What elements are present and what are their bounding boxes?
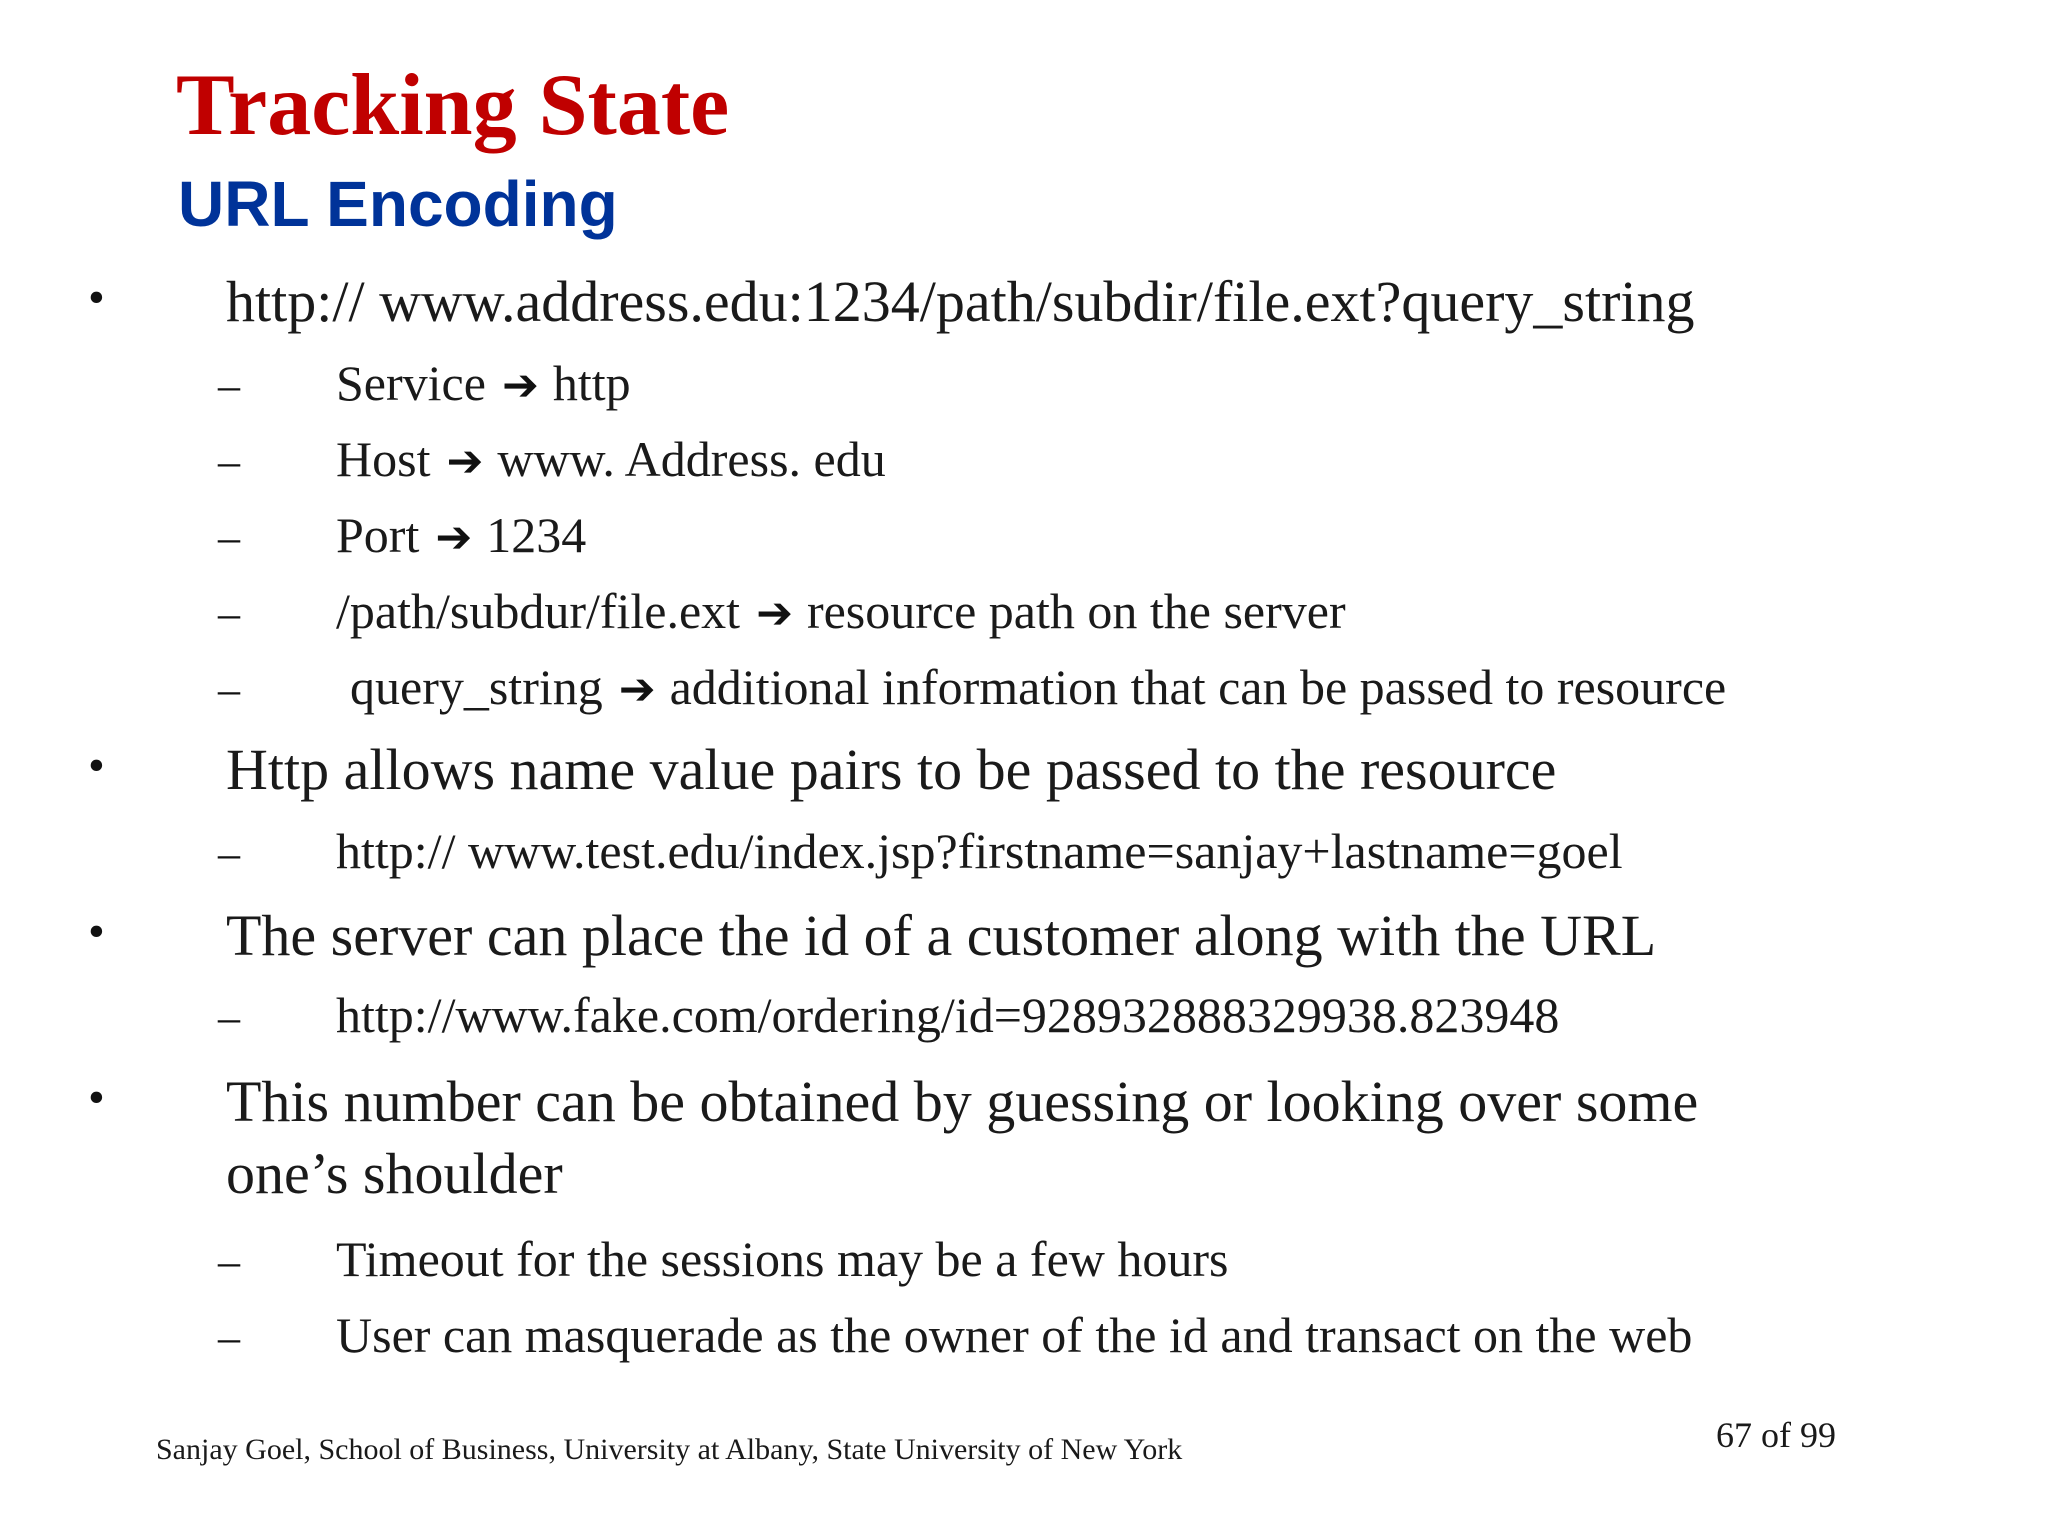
right-arrow-icon: ➔ xyxy=(618,664,656,715)
right-arrow-icon: ➔ xyxy=(435,512,473,563)
subitem-service xyxy=(336,352,631,417)
bullet-name-value-pairs: Http allows name value pairs to be passed to the resource xyxy=(226,737,1557,802)
subitem-term: /path/subdur/file.ext xyxy=(336,583,741,639)
slide-subtitle: URL Encoding xyxy=(178,168,618,240)
bullet-marker: • xyxy=(88,271,105,324)
bullet-marker: • xyxy=(88,739,105,792)
dash-marker: – xyxy=(218,361,240,410)
dash-marker: – xyxy=(218,1237,240,1286)
subitem-desc: additional information that can be passed to resource xyxy=(669,659,1727,715)
bullet-marker: • xyxy=(88,1071,105,1124)
subitem-desc: 1234 xyxy=(486,507,587,563)
bullet-marker: • xyxy=(88,905,105,958)
bullet-server-id: The server can place the id of a customer along with the URL xyxy=(226,903,1657,968)
subitem-desc: resource path on the server xyxy=(806,583,1346,639)
bullet-url-structure: http:// www.address.edu:1234/path/subdir/file.ext?query_string xyxy=(226,269,1695,334)
subitem-term: Port xyxy=(336,507,420,563)
page-number: 67 of 99 xyxy=(1716,1415,1836,1455)
bullet-guessing-line1: This number can be obtained by guessing or looking over some xyxy=(226,1069,1699,1134)
bullet-guessing-line2: one’s shoulder xyxy=(226,1141,563,1206)
right-arrow-icon: ➔ xyxy=(501,360,539,411)
subitem-term: Host xyxy=(336,431,431,487)
subitem-query-string xyxy=(350,656,1726,721)
dash-marker: – xyxy=(218,665,240,714)
subitem-example-url: http:// www.test.edu/index.jsp?firstname=sanjay+lastname=goel xyxy=(336,823,1623,879)
subitem-timeout: Timeout for the sessions may be a few hours xyxy=(336,1231,1229,1287)
subitem-masquerade: User can masquerade as the owner of the id and transact on the web xyxy=(336,1307,1693,1363)
dash-marker: – xyxy=(218,993,240,1042)
right-arrow-icon: ➔ xyxy=(756,588,793,639)
subitem-fake-url: http://www.fake.com/ordering/id=928932888329938.823948 xyxy=(336,987,1560,1043)
subitem-path xyxy=(336,580,1346,645)
subitem-desc: http xyxy=(552,355,631,411)
dash-marker: – xyxy=(218,513,240,562)
subitem-port xyxy=(336,504,586,569)
dash-marker: – xyxy=(218,829,240,878)
dash-marker: – xyxy=(218,589,240,638)
subitem-term: Service xyxy=(336,355,486,411)
slide-title: Tracking State xyxy=(176,57,730,154)
subitem-host xyxy=(336,428,886,493)
subitem-term: query_string xyxy=(350,659,603,715)
dash-marker: – xyxy=(218,437,240,486)
dash-marker: – xyxy=(218,1313,240,1362)
right-arrow-icon: ➔ xyxy=(446,436,484,487)
subitem-desc: www. Address. edu xyxy=(497,431,886,487)
footer-credit: Sanjay Goel, School of Business, University at Albany, State University of New York xyxy=(156,1433,1183,1466)
